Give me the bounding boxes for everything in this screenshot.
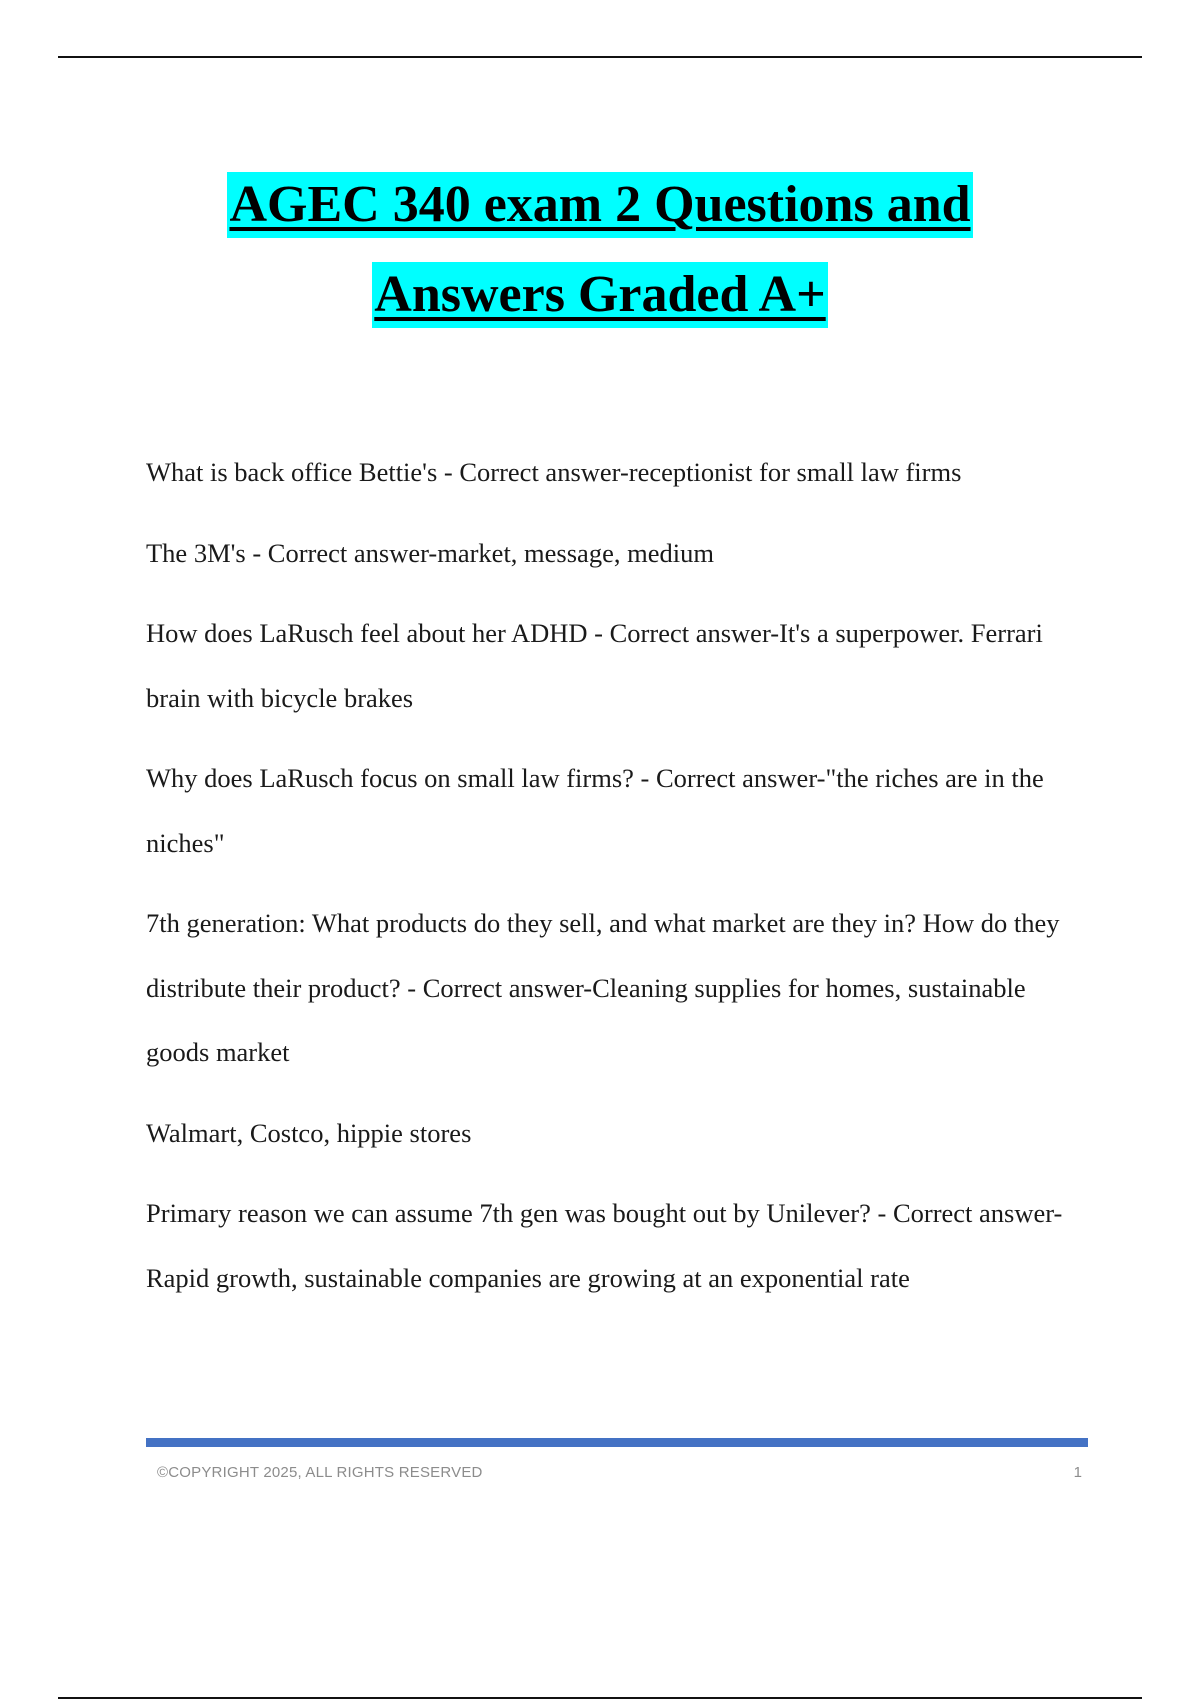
qa-paragraph: How does LaRusch feel about her ADHD - Correct answer-It's a superpower. Ferrari brain with bicycle brakes [146, 618, 1043, 713]
top-page-border [58, 56, 1142, 58]
title-line-1 [0, 172, 1200, 238]
qa-paragraph: Why does LaRusch focus on small law firms? - Correct answer-"the riches are in the niches" [146, 763, 1044, 858]
title-text-1: AGEC 340 exam 2 Questions and [227, 172, 972, 238]
qa-list [146, 440, 1076, 1326]
qa-paragraph: The 3M's - Correct answer-market, message, medium [146, 537, 714, 568]
footer-copyright: ©COPYRIGHT 2025, ALL RIGHTS RESERVED [157, 1464, 483, 1481]
qa-paragraph: What is back office Bettie's - Correct answer-receptionist for small law firms [146, 457, 962, 487]
bottom-page-border [58, 1697, 1142, 1699]
title-line-2 [0, 262, 1200, 328]
qa-paragraph: Primary reason we can assume 7th gen was bought out by Unilever? - Correct answer-Rapid growth, sustainable companies are growing at an exponential rate [146, 1198, 1063, 1293]
footer-divider-bar [146, 1438, 1088, 1447]
qa-paragraph: 7th generation: What products do they sell, and what market are they in? How do they distribute their product? - Correct answer-Cleaning supplies for homes, sustainable goods market [146, 908, 1060, 1067]
qa-paragraph: Walmart, Costco, hippie stores [146, 1117, 472, 1148]
page-number: 1 [1073, 1464, 1082, 1481]
document-title [0, 172, 1200, 352]
title-text-2: Answers Graded A+ [372, 262, 827, 328]
